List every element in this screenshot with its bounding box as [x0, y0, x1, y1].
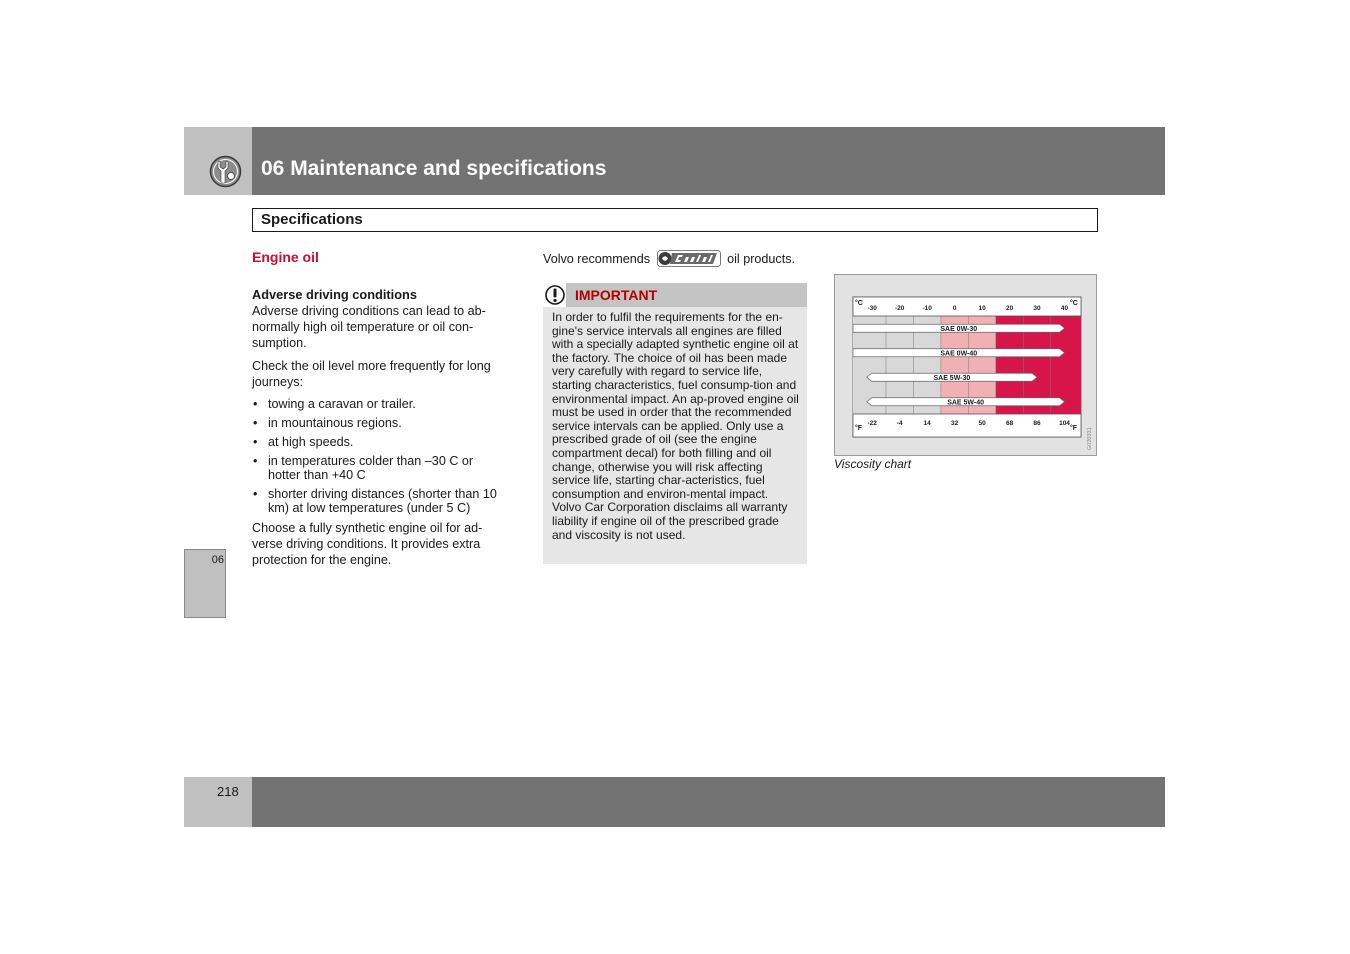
celsius-tick-label: -20 — [894, 305, 905, 312]
fahrenheit-tick-label: 104 — [1059, 420, 1070, 427]
celsius-scale-strip — [853, 297, 1081, 316]
wrench-icon — [209, 155, 242, 188]
important-icon-box — [543, 283, 566, 307]
bullet: • — [253, 487, 258, 501]
fahrenheit-tick-label: 32 — [951, 420, 959, 427]
viscosity-grade-label: SAE 0W-40 — [940, 350, 978, 358]
viscosity-chart-caption: Viscosity chart — [834, 457, 912, 471]
recommendation-text-before: Volvo recommends — [543, 252, 651, 266]
recommendation-text-after: oil products. — [727, 252, 796, 266]
engine-oil-column — [252, 249, 507, 575]
conditions-list — [252, 397, 507, 515]
list-item: • in mountainous regions. — [253, 416, 402, 430]
list-item: • at high speeds. — [253, 435, 354, 449]
fahrenheit-tick-label: -4 — [896, 420, 903, 427]
fahrenheit-scale-strip — [853, 414, 1081, 437]
check-oil-paragraph: Check the oil level more frequently for long journeys: — [252, 359, 491, 389]
celsius-tick-label: 20 — [1005, 305, 1014, 312]
viscosity-grade-label: SAE 5W-40 — [947, 399, 985, 407]
celsius-tick-label: 30 — [1033, 305, 1041, 312]
important-header — [543, 283, 807, 307]
castrol-recommendation — [543, 250, 795, 267]
synthetic-oil-paragraph: Choose a fully synthetic engine oil for ad-verse driving conditions. It provides extra protection for the engine. — [252, 521, 483, 567]
footer-bar — [252, 777, 1165, 827]
important-text: In order to fulfil the requirements for the en-gine's service intervals all engines are filled with a specially adapted synthetic engine oil at the factory. The choice of oil has been made very carefully with regard to service life, starting characteristics, fuel consump-tion and environmental impact. An ap-proved engine oil must be used in order that the recommended service intervals can be applied. Only use a prescribed grade of oil (see the engine compartment decal) for both filling and oil change, otherwise you will risk affecting service life, starting char-acteristics, fuel consumption and environ-mental impact. Volvo Car Corporation disclaims all warranty liability if engine oil of the prescribed grade and viscosity is not used. — [552, 310, 799, 542]
celsius-unit-right: °C — [1070, 300, 1078, 307]
page-number: 218 — [217, 784, 239, 799]
viscosity-chart-frame — [834, 274, 1097, 456]
viscosity-grade-label: SAE 5W-30 — [933, 374, 971, 382]
chapter-title: 06 Maintenance and specifications — [261, 157, 607, 180]
bullet: • — [253, 397, 258, 411]
adverse-conditions-heading: Adverse driving conditions — [252, 287, 417, 302]
engine-oil-heading: Engine oil — [252, 249, 319, 265]
chapter-side-tab — [184, 549, 226, 618]
celsius-tick-label: -30 — [867, 305, 877, 312]
fahrenheit-tick-label: 14 — [923, 420, 931, 427]
chapter-tab-label: 06 — [211, 554, 224, 566]
list-item: • in temperatures colder than –30 C or hotter than +40 C — [253, 454, 474, 482]
celsius-tick-label: -10 — [922, 305, 932, 312]
chapter-icon-box — [184, 127, 252, 195]
section-heading-box — [252, 208, 1098, 232]
castrol-logo-icon — [657, 250, 721, 267]
fahrenheit-unit-right: °F — [1070, 425, 1078, 432]
section-title: Specifications — [261, 211, 363, 228]
figure-code: G020331 — [1087, 427, 1093, 450]
page-number-box — [184, 777, 252, 827]
fahrenheit-unit-left: °F — [855, 425, 863, 432]
celsius-unit-left: °C — [855, 300, 863, 307]
adverse-conditions-paragraph: Adverse driving conditions can lead to ab-normally high oil temperature or oil con-sumption. — [252, 304, 486, 350]
viscosity-chart — [835, 275, 1098, 457]
fahrenheit-tick-label: 86 — [1033, 420, 1041, 427]
bullet: • — [253, 454, 258, 468]
viscosity-grade-label: SAE 0W-30 — [940, 325, 978, 333]
bullet: • — [253, 416, 258, 430]
fahrenheit-tick-label: -22 — [867, 420, 877, 427]
important-notice — [543, 283, 807, 564]
celsius-tick-label: 40 — [1060, 305, 1069, 312]
important-label: IMPORTANT — [575, 287, 658, 303]
chapter-header — [252, 127, 1165, 195]
exclamation-icon — [545, 285, 565, 305]
celsius-tick-label: 0 — [952, 305, 957, 312]
list-item: • shorter driving distances (shorter than 10 km) at low temperatures (under 5 C) — [253, 487, 497, 515]
fahrenheit-tick-label: 50 — [978, 420, 986, 427]
bullet: • — [253, 435, 258, 449]
fahrenheit-tick-label: 68 — [1005, 420, 1014, 427]
celsius-tick-label: 10 — [978, 305, 986, 312]
list-item: • towing a caravan or trailer. — [253, 397, 416, 411]
